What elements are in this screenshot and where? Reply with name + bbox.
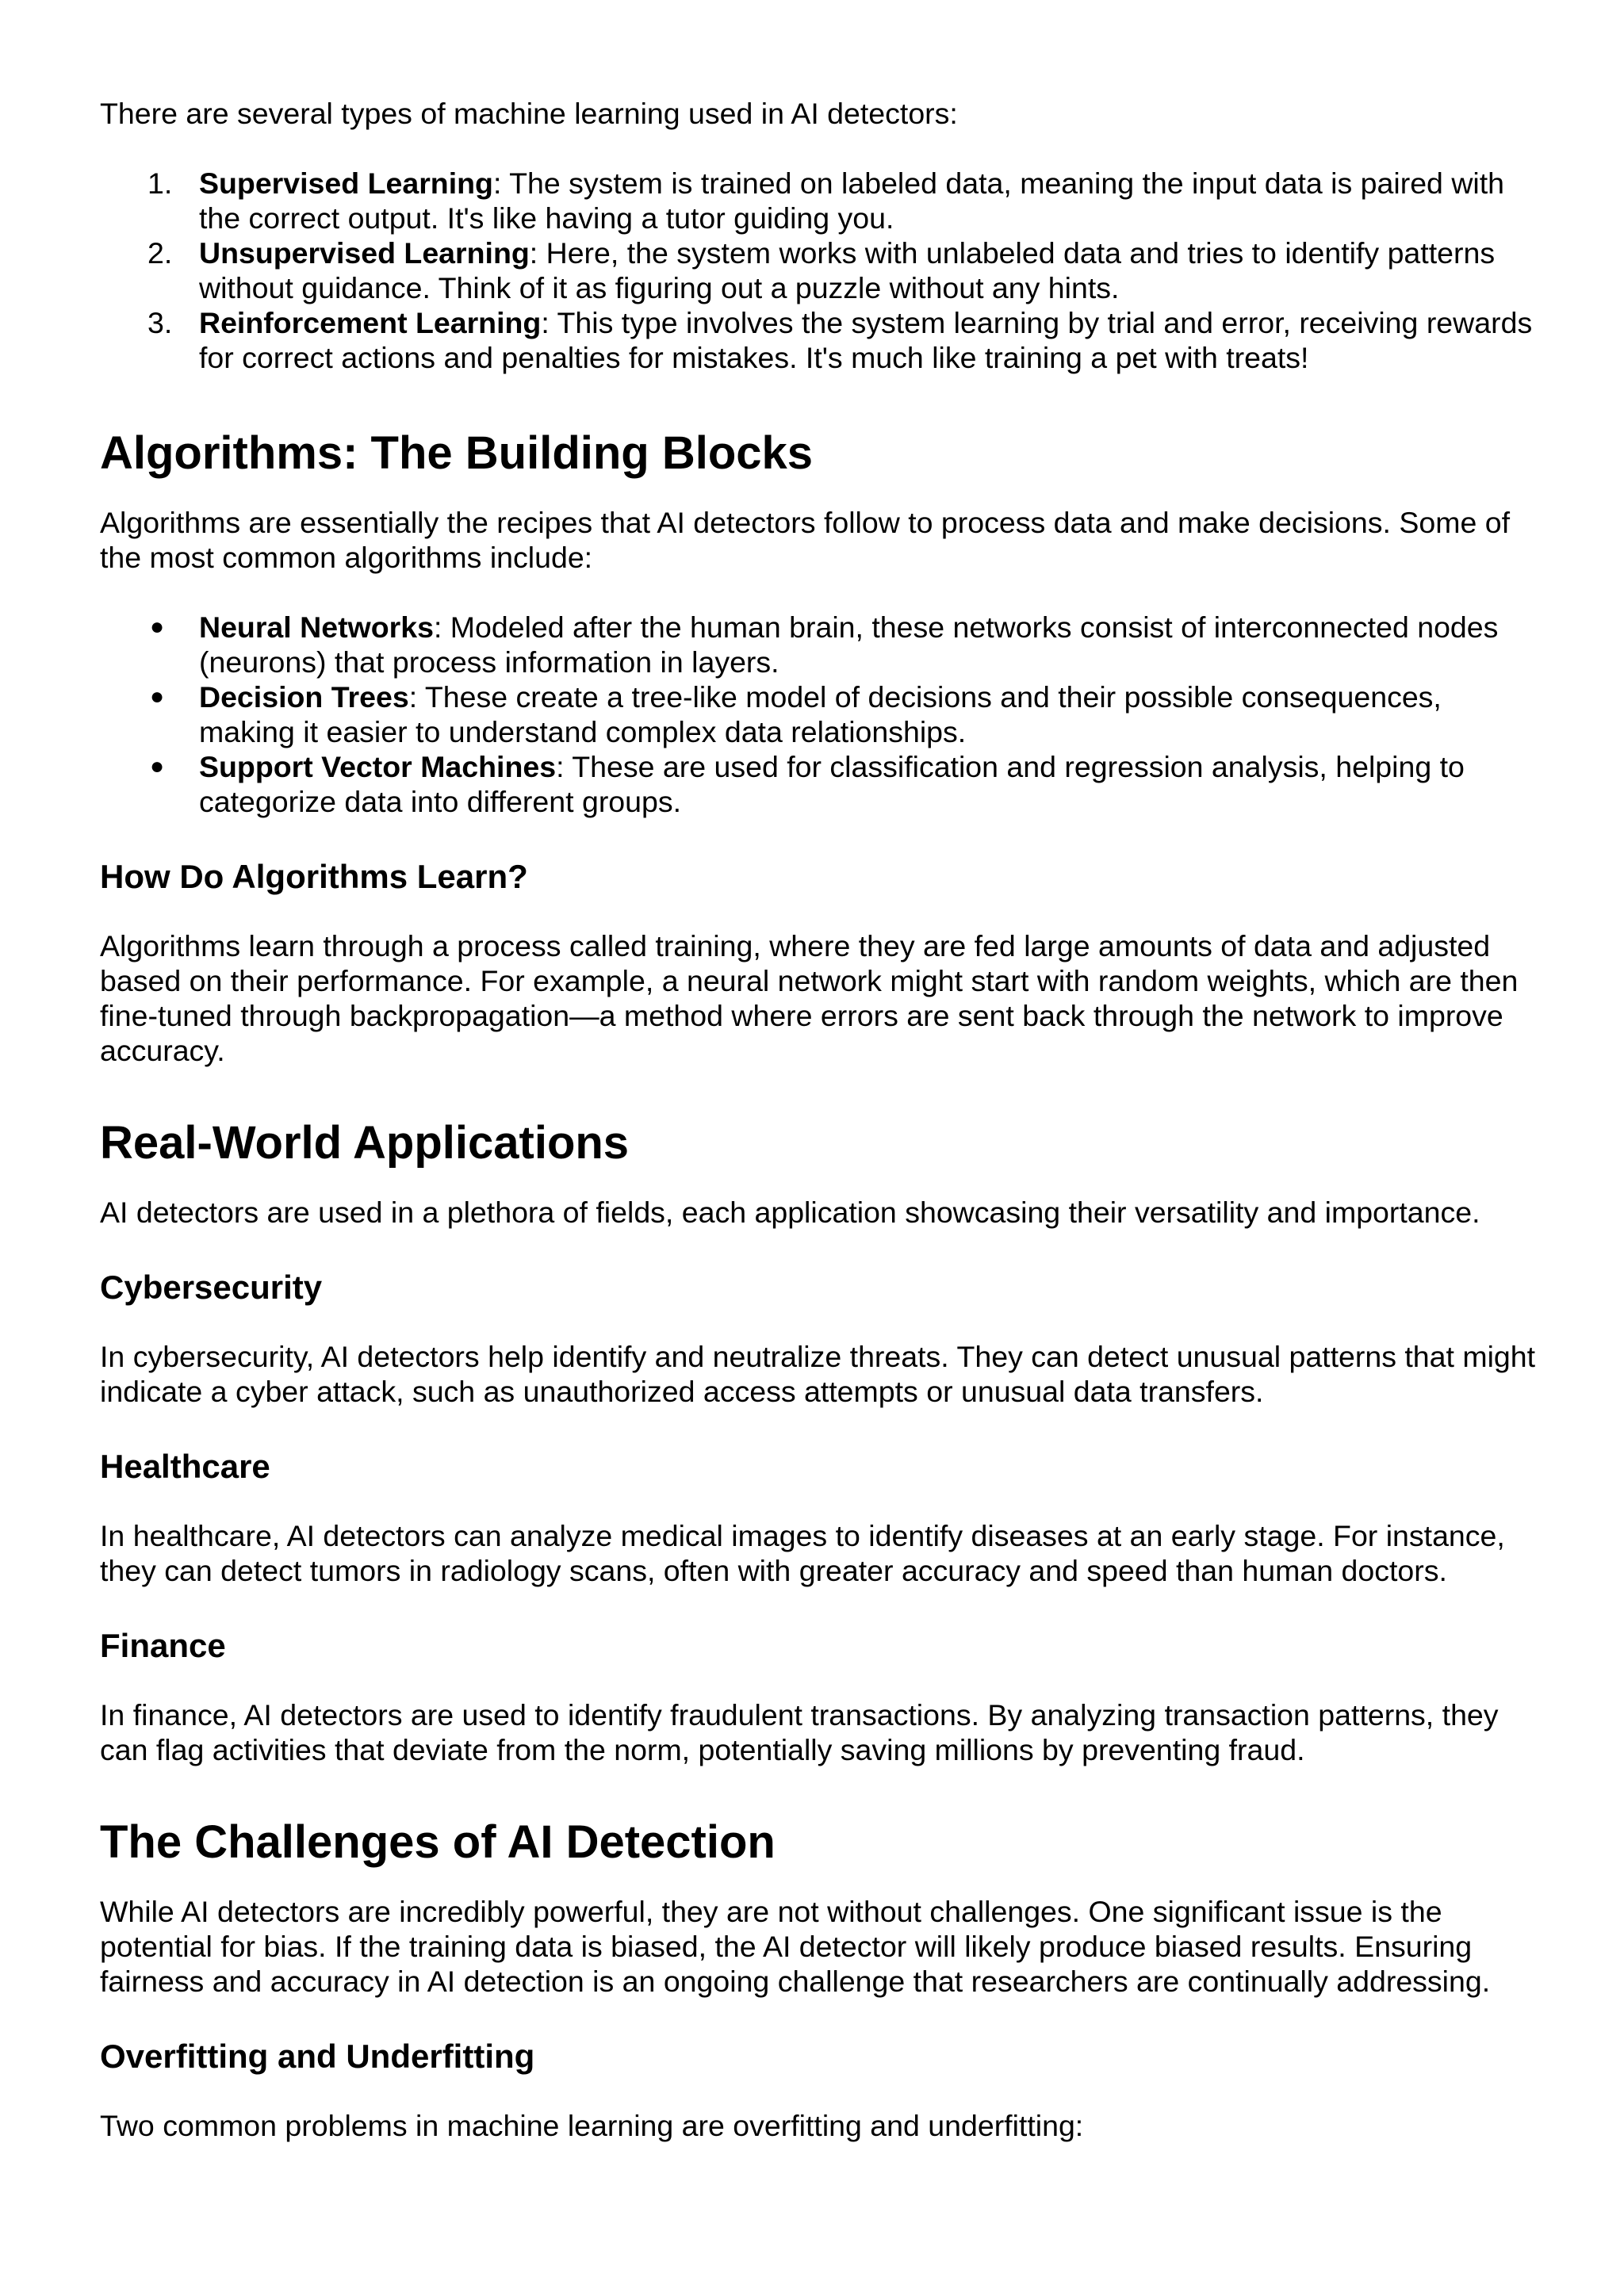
list-item xyxy=(100,610,1543,679)
how-algorithms-learn-text: Algorithms learn through a process called training, where they are fed large amounts of data and adjusted based on their performance. For example, a neural network might start with random weights, which are then fine-tuned through backpropagation—a method where errors are sent back through the network to improve accuracy. xyxy=(100,929,1519,1067)
list-item-text: : The system is trained on labeled data, meaning the input data is paired with the correct output. It's like having a tutor guiding you. xyxy=(199,166,1505,235)
bullet-icon: ● xyxy=(150,753,165,779)
list-item-text: : These are used for classification and regression analysis, helping to categorize data into different groups. xyxy=(199,750,1465,818)
applications-intro: AI detectors are used in a plethora of fields, each application showcasing their versatility and importance. xyxy=(100,1196,1480,1229)
healthcare-heading: Healthcare xyxy=(100,1448,270,1485)
list-number: 3. xyxy=(147,306,173,339)
list-item-term: Unsupervised Learning xyxy=(199,236,530,270)
finance-text: In finance, AI detectors are used to identify fraudulent transactions. By analyzing transaction patterns, they can flag activities that deviate from the norm, potentially saving millions by preventing fraud. xyxy=(100,1698,1499,1766)
list-item-term: Supervised Learning xyxy=(199,166,493,200)
document-content xyxy=(100,0,1543,2143)
list-item-term: Decision Trees xyxy=(199,680,409,714)
overfitting-heading: Overfitting and Underfitting xyxy=(100,2038,535,2075)
bullet-icon: ● xyxy=(150,614,165,640)
bullet-icon: ● xyxy=(150,683,165,710)
list-item-text: : Modeled after the human brain, these networks consist of interconnected nodes (neurons) that process information in layers. xyxy=(199,610,1499,679)
list-item-term: Neural Networks xyxy=(199,610,434,644)
finance-heading: Finance xyxy=(100,1627,226,1664)
list-item-term: Reinforcement Learning xyxy=(199,306,542,339)
algorithms-heading: Algorithms: The Building Blocks xyxy=(100,427,814,479)
algorithms-list xyxy=(100,610,1543,819)
list-number: 2. xyxy=(147,236,173,270)
list-item-text: : These create a tree-like model of decisions and their possible consequences, making it easier to understand complex data relationships. xyxy=(199,680,1442,748)
cybersecurity-heading: Cybersecurity xyxy=(100,1269,323,1306)
cybersecurity-text: In cybersecurity, AI detectors help identify and neutralize threats. They can detect unusual patterns that might indicate a cyber attack, such as unauthorized access attempts or unusual data transfers. xyxy=(100,1340,1536,1408)
list-number: 1. xyxy=(147,166,173,200)
how-algorithms-learn-heading: How Do Algorithms Learn? xyxy=(100,858,528,895)
list-item xyxy=(100,679,1543,749)
list-item xyxy=(100,305,1543,375)
challenges-text: While AI detectors are incredibly powerful, they are not without challenges. One significant issue is the potential for bias. If the training data is biased, the AI detector will likely produce biased results. Ensuring fairness and accuracy in AI detection is an ongoing challenge that researchers are continually addressing. xyxy=(100,1895,1491,1998)
list-item xyxy=(100,749,1543,819)
list-item-text: : Here, the system works with unlabeled data and tries to identify patterns without guidance. Think of it as figuring out a puzzle without any hints. xyxy=(199,236,1496,304)
list-item xyxy=(100,235,1543,305)
algorithms-intro: Algorithms are essentially the recipes that AI detectors follow to process data and make decisions. Some of the most common algorithms include: xyxy=(100,506,1510,574)
ml-types-list xyxy=(100,166,1543,375)
ml-types-intro: There are several types of machine learning used in AI detectors: xyxy=(100,97,958,130)
list-item-term: Support Vector Machines xyxy=(199,750,557,783)
challenges-heading: The Challenges of AI Detection xyxy=(100,1816,776,1868)
list-item xyxy=(100,166,1543,235)
overfitting-text: Two common problems in machine learning are overfitting and underfitting: xyxy=(100,2109,1084,2142)
list-item-text: : This type involves the system learning by trial and error, receiving rewards for correct actions and penalties for mistakes. It's much like training a pet with treats! xyxy=(199,306,1533,374)
healthcare-text: In healthcare, AI detectors can analyze medical images to identify diseases at an early stage. For instance, they can detect tumors in radiology scans, often with greater accuracy and speed than human doctors. xyxy=(100,1519,1505,1587)
applications-heading: Real-World Applications xyxy=(100,1117,630,1169)
